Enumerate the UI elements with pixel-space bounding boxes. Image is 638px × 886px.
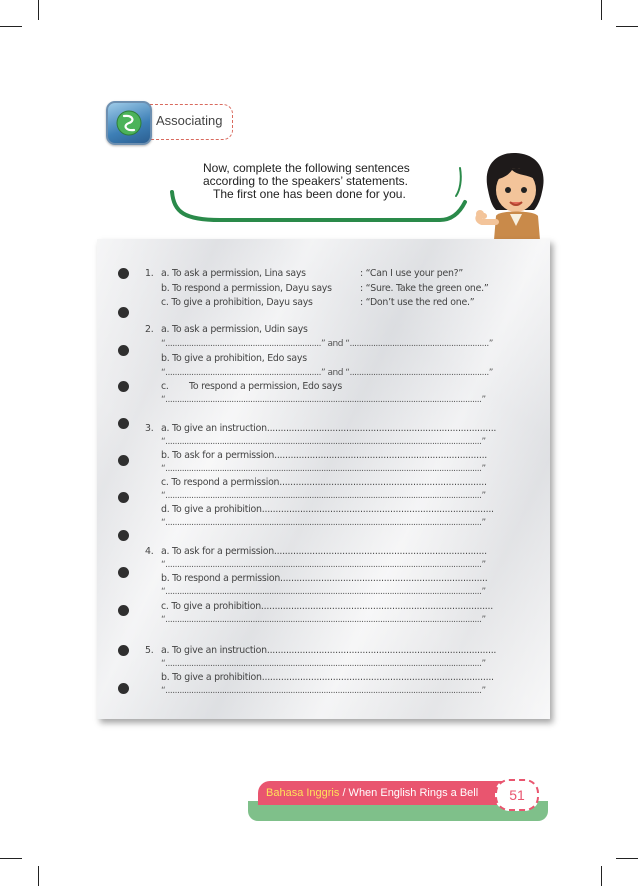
q4-answer-line-b[interactable]: “......................................................................................................................................” [161, 587, 486, 597]
q3-answer-line-b[interactable]: “......................................................................................................................................” [161, 464, 486, 474]
q3-item-c: c. To respond a permission............................................................................ [161, 477, 487, 488]
crop-mark [616, 858, 638, 859]
punch-hole [118, 492, 129, 503]
q2-item-c: c. To respond a permission, Edo says [161, 381, 342, 392]
punch-hole [118, 605, 129, 616]
crop-mark [38, 0, 39, 20]
q5-item-a: 5. a. To give an instruction.................................................................................... [145, 645, 497, 656]
q2-number: 2. [145, 324, 154, 335]
footer-subject: Bahasa Inggris [266, 787, 340, 799]
instruction-text [203, 162, 423, 201]
crop-mark [38, 866, 39, 886]
q1-item-a: 1. a. To ask a permission, Lina says [145, 268, 306, 279]
q4-number: 4. [145, 546, 154, 557]
q5-number: 5. [145, 645, 154, 656]
punch-hole [118, 530, 129, 541]
q1-item-c: c. To give a prohibition, Dayu says [161, 297, 313, 308]
punch-hole [118, 345, 129, 356]
crop-mark [616, 26, 638, 27]
q1-response-b: : “Sure. Take the green one.” [360, 283, 489, 294]
q5-answer-line-a[interactable]: “......................................................................................................................................” [161, 659, 486, 669]
footer-title [266, 787, 478, 799]
q4-item-a: 4. a. To ask for a permission.............................................................................. [145, 546, 487, 557]
punch-hole [118, 645, 129, 656]
q5-item-b: b. To give a prohibition..................................................................................... [161, 672, 494, 683]
crop-mark [0, 858, 22, 859]
q3-answer-line-c[interactable]: “......................................................................................................................................” [161, 491, 486, 501]
q2-answer-line-b[interactable]: “..................................................................” and “...........................................................” [161, 368, 493, 378]
instruction-line-3: The first one has been done for you. [213, 187, 406, 201]
instruction-line-2: according to the speakers’ statements. [203, 174, 408, 188]
q3-item-b: b. To ask for a permission.............................................................................. [161, 450, 488, 461]
q3-answer-line-a[interactable]: “......................................................................................................................................” [161, 437, 486, 447]
q1-item-b: b. To respond a permission, Dayu says [161, 283, 332, 294]
q2-answer-line-c[interactable]: “......................................................................................................................................” [161, 395, 486, 405]
punch-hole [118, 268, 129, 279]
teacher-illustration [474, 150, 554, 240]
q2-item-b: b. To give a prohibition, Edo says [161, 353, 307, 364]
footer-book-title: / When English Rings a Bell [339, 787, 479, 799]
q3-answer-line-d[interactable]: “......................................................................................................................................” [161, 518, 486, 528]
q3-item-a: 3. a. To give an instruction.................................................................................... [145, 423, 497, 434]
page-number: 51 [495, 779, 539, 811]
q4-answer-line-c[interactable]: “......................................................................................................................................” [161, 615, 486, 625]
punch-hole [118, 307, 129, 318]
punch-hole [118, 381, 129, 392]
punch-hole [118, 567, 129, 578]
crop-mark [0, 26, 22, 27]
section-title: Associating [156, 113, 223, 128]
q4-item-c: c. To give a prohibition..................................................................................... [161, 601, 493, 612]
q1-number: 1. [145, 268, 154, 279]
q2-item-a: 2. a. To ask a permission, Udin says [145, 324, 308, 335]
crop-mark [601, 0, 602, 20]
punch-hole [118, 683, 129, 694]
q5-answer-line-b[interactable]: “......................................................................................................................................” [161, 686, 486, 696]
q3-item-d: d. To give a prohibition..................................................................................... [161, 504, 494, 515]
associating-icon [106, 101, 152, 145]
instruction-line-1: Now, complete the following sentences [203, 161, 410, 175]
crop-mark [601, 866, 602, 886]
punch-hole [118, 418, 129, 429]
punch-hole [118, 455, 129, 466]
q1-response-c: : “Don’t use the red one.” [360, 297, 475, 308]
q1-response-a: : “Can I use your pen?” [360, 268, 463, 279]
q4-item-b: b. To respond a permission............................................................................ [161, 573, 488, 584]
q3-number: 3. [145, 423, 154, 434]
q2-answer-line-a[interactable]: “..................................................................” and “...........................................................” [161, 339, 493, 349]
q4-answer-line-a[interactable]: “......................................................................................................................................” [161, 560, 486, 570]
